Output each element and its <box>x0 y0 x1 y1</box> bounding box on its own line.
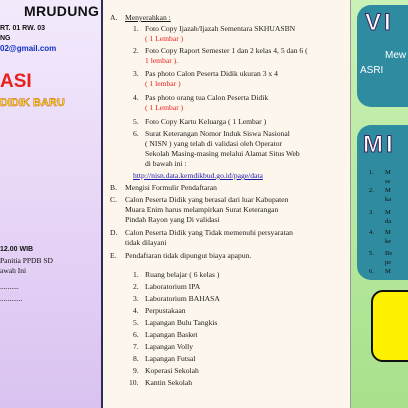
section-e-text: Pendaftaran tidak dipungut biaya apapun. <box>125 251 252 260</box>
mission-line: ka <box>385 196 392 203</box>
section-a-heading: Menyerahkan : <box>125 13 171 22</box>
mission-line: M <box>385 187 391 194</box>
facility-num: 7. <box>133 342 139 351</box>
left-panel <box>0 0 103 408</box>
facility-num: 4. <box>133 306 139 315</box>
item-1-text: Foto Copy Ijazah/Ijazah Sementara SKHUASBN <box>145 24 296 33</box>
mission-line: da <box>385 218 392 225</box>
mission-box <box>357 125 408 280</box>
facility-item: Lapangan Volly <box>145 342 194 351</box>
school-city: NG <box>0 35 11 42</box>
mission-line: M <box>385 268 391 275</box>
below-text: awah Ini <box>0 266 27 275</box>
facility-num: 8. <box>133 354 139 363</box>
vision-line-1: Mew <box>385 50 407 61</box>
school-name: MRUDUNG <box>24 3 100 19</box>
section-d-letter: D. <box>110 228 118 237</box>
item-2-text: Foto Copy Raport Semester 1 dan 2 kelas 4, 5 dan 6 ( <box>145 46 308 55</box>
facility-num: 3. <box>133 294 139 303</box>
vision-heading: VI <box>365 9 394 36</box>
facility-num: 1. <box>133 270 139 279</box>
facility-num: 9. <box>133 366 139 375</box>
section-c-line-3: Pindah Rayon yang Di validasi <box>125 215 220 224</box>
mission-line: M <box>385 209 391 216</box>
mission-line: ke <box>385 238 392 245</box>
section-c-letter: C. <box>110 195 117 204</box>
item-5-num: 5. <box>133 117 139 126</box>
mission-num: 6. <box>369 268 374 275</box>
item-4-sub: ( 1 Lembar ) <box>145 103 184 112</box>
facility-item: Lapangan Futsal <box>145 354 196 363</box>
item-2-num: 2. <box>133 46 139 55</box>
section-c-line-1: Calon Peserta Didik yang berasal dari luar Kabupaten <box>125 195 289 204</box>
facility-item: Lapangan Basket <box>145 330 198 339</box>
item-6-cont-3: di bawah ini : <box>145 159 187 168</box>
facility-item: Perpustakaan <box>145 306 186 315</box>
section-e-letter: E. <box>110 251 117 260</box>
school-address: RT. 01 RW. 03 <box>0 25 46 32</box>
section-c-line-2: Muara Enim harus melampirkan Surat Keterangan <box>125 205 279 214</box>
item-1-sub: ( 1 Lembar ) <box>145 34 184 43</box>
facility-num: 10. <box>129 378 139 387</box>
school-email: 02@gmail.com <box>0 44 57 53</box>
item-3-text: Pas photo Calon Peserta Didik ukuran 3 x 4 <box>145 69 278 78</box>
dots-line-2: ............ <box>0 294 23 303</box>
title-red: ASI <box>0 71 32 92</box>
yellow-box <box>371 290 408 362</box>
section-b-letter: B. <box>110 183 117 192</box>
time-text: 12.00 WIB <box>0 246 34 253</box>
item-6-text: Surat Keterangan Nomor Induk Siswa Nasional <box>145 129 290 138</box>
item-6-cont-1: ( NISN ) yang telah di validasi oleh Operator <box>145 139 283 148</box>
mission-line: se <box>385 178 391 185</box>
item-2-sub: 1 lembar ). <box>145 56 179 65</box>
item-6-cont-2: Sekolah Masing-masing melalui Alamat Situs Web <box>145 149 300 158</box>
item-3-num: 3. <box>133 69 139 78</box>
item-3-sub: ( 1 lembar ) <box>145 79 181 88</box>
facility-item: Ruang belajar ( 6 kelas ) <box>145 270 220 279</box>
facility-num: 2. <box>133 282 139 291</box>
mission-heading: MI <box>363 131 396 158</box>
facility-item: Laboratorium IPA <box>145 282 201 291</box>
mission-num: 5. <box>369 250 374 257</box>
facility-num: 6. <box>133 330 139 339</box>
title-yellow: DIDIK BARU <box>0 97 65 109</box>
mission-line: pe <box>385 259 392 266</box>
mission-line: Be <box>385 250 393 257</box>
section-d-line-2: tidak dilayani <box>125 238 167 247</box>
dots-line-1: .......... <box>0 282 19 291</box>
mission-num: 1. <box>369 169 374 176</box>
mission-num: 2. <box>369 187 374 194</box>
item-5-text: Foto Copy Kartu Keluarga ( 1 Lembar ) <box>145 117 267 126</box>
item-4-text: Pas photo orang tua Calon Peserta Didik <box>145 93 269 102</box>
section-b-text: Mengisi Formulir Pendaftaran <box>125 183 217 192</box>
facility-num: 5. <box>133 318 139 327</box>
mission-line: M <box>385 169 391 176</box>
facility-item: Laboratorium BAHASA <box>145 294 220 303</box>
mission-num: 3. <box>369 209 374 216</box>
facility-item: Koperasi Sekolah <box>145 366 199 375</box>
nisn-link[interactable]: http://nisn.data.kemdikbud.go.id/page/data <box>133 171 263 180</box>
requirements-panel <box>103 0 351 408</box>
facility-item: Kantin Sekolah <box>145 378 193 387</box>
item-1-num: 1. <box>133 24 139 33</box>
vision-box <box>357 5 408 107</box>
vision-line-2: ASRI <box>360 65 384 76</box>
mission-num: 4. <box>369 229 374 236</box>
item-6-num: 6. <box>133 129 139 138</box>
section-d-line-1: Calon Peserta Didik yang Tidak memenuhi persyaratan <box>125 228 293 237</box>
item-4-num: 4. <box>133 93 139 102</box>
section-a-letter: A. <box>110 13 118 22</box>
facility-item: Lapangan Bulu Tangkis <box>145 318 218 327</box>
vision-mission-panel <box>351 0 408 408</box>
mission-line: M <box>385 229 391 236</box>
committee-text: Panitia PPDB SD <box>0 256 53 265</box>
